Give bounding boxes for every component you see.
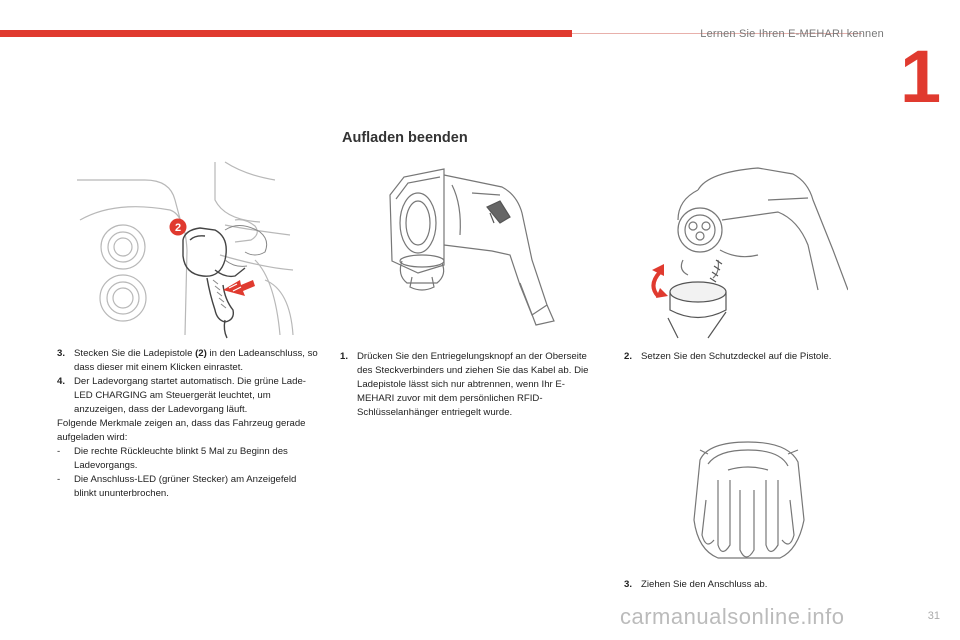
- illustration-plugging-charger: [75, 160, 297, 340]
- step-2-cap: [624, 350, 914, 364]
- step-text-part: Stecken Sie die Ladepistole: [74, 348, 196, 359]
- step-number: 2.: [624, 351, 633, 362]
- step-number: 3.: [624, 579, 633, 590]
- illustration-unlock-connector: [382, 165, 562, 335]
- step-number: 4.: [57, 376, 66, 387]
- step-text: Drücken Sie den Entriegelungsknopf an der Oberseite des Steckverbinders und ziehen Sie das Kabel ab. Die Ladepistole lässt sich nur abtrennen, wenn Ihr E-MEHARI zuvor mit dem persönlichen RFID-Schlüsselanhänger entriegelt wurde.: [357, 351, 589, 418]
- step-text: Ziehen Sie den Anschluss ab.: [641, 579, 768, 590]
- bullet-text: Die rechte Rückleuchte blinkt 5 Mal zu Beginn des Ladevorgangs.: [74, 446, 288, 471]
- right-step-2: [624, 350, 914, 364]
- step-1-unlock: [340, 350, 602, 420]
- header-red-bar: [0, 30, 572, 37]
- left-column-text: [57, 347, 319, 501]
- bullet-text: Die Anschluss-LED (grüner Stecker) am Anzeigefeld blinkt ununterbrochen.: [74, 474, 297, 499]
- step-3-disconnect: [624, 578, 914, 592]
- bullet-dash: -: [57, 474, 61, 485]
- chapter-number: 1: [900, 35, 942, 118]
- callout-number: 2: [174, 222, 182, 234]
- step-reference: (2): [195, 348, 207, 359]
- step-4-charging-start: [57, 375, 319, 417]
- step-number: 1.: [340, 351, 349, 362]
- bullet-item: [57, 445, 319, 473]
- middle-column-text: [340, 350, 602, 420]
- chapter-title: Lernen Sie Ihren E-MEHARI kennen: [700, 28, 884, 40]
- watermark: carmanualsonline.info: [620, 604, 845, 629]
- step-text: Der Ladevorgang startet automatisch. Die grüne Lade-LED CHARGING am Steuergerät leuchtet, um anzuzeigen, dass der Ladevorgang läuft.: [74, 376, 306, 415]
- section-title: Aufladen beenden: [342, 130, 468, 146]
- step-text: [74, 347, 319, 375]
- step-3-plug-in: [57, 347, 319, 375]
- bullet-item: [57, 473, 319, 501]
- step-text: Setzen Sie den Schutzdeckel auf die Pistole.: [641, 351, 832, 362]
- illustration-protective-cap: [648, 160, 848, 340]
- page-number: 31: [927, 610, 940, 622]
- illustration-disconnect-connector: [688, 440, 808, 570]
- right-step-3: [624, 578, 914, 592]
- bullet-dash: -: [57, 446, 61, 457]
- charging-indicators-intro: Folgende Merkmale zeigen an, dass das Fahrzeug gerade aufgeladen wird:: [57, 418, 306, 443]
- step-number: 3.: [57, 348, 66, 359]
- step-text-part: in den Ladeanschluss, so dass dieser mit einem Klicken einrastet.: [74, 348, 318, 373]
